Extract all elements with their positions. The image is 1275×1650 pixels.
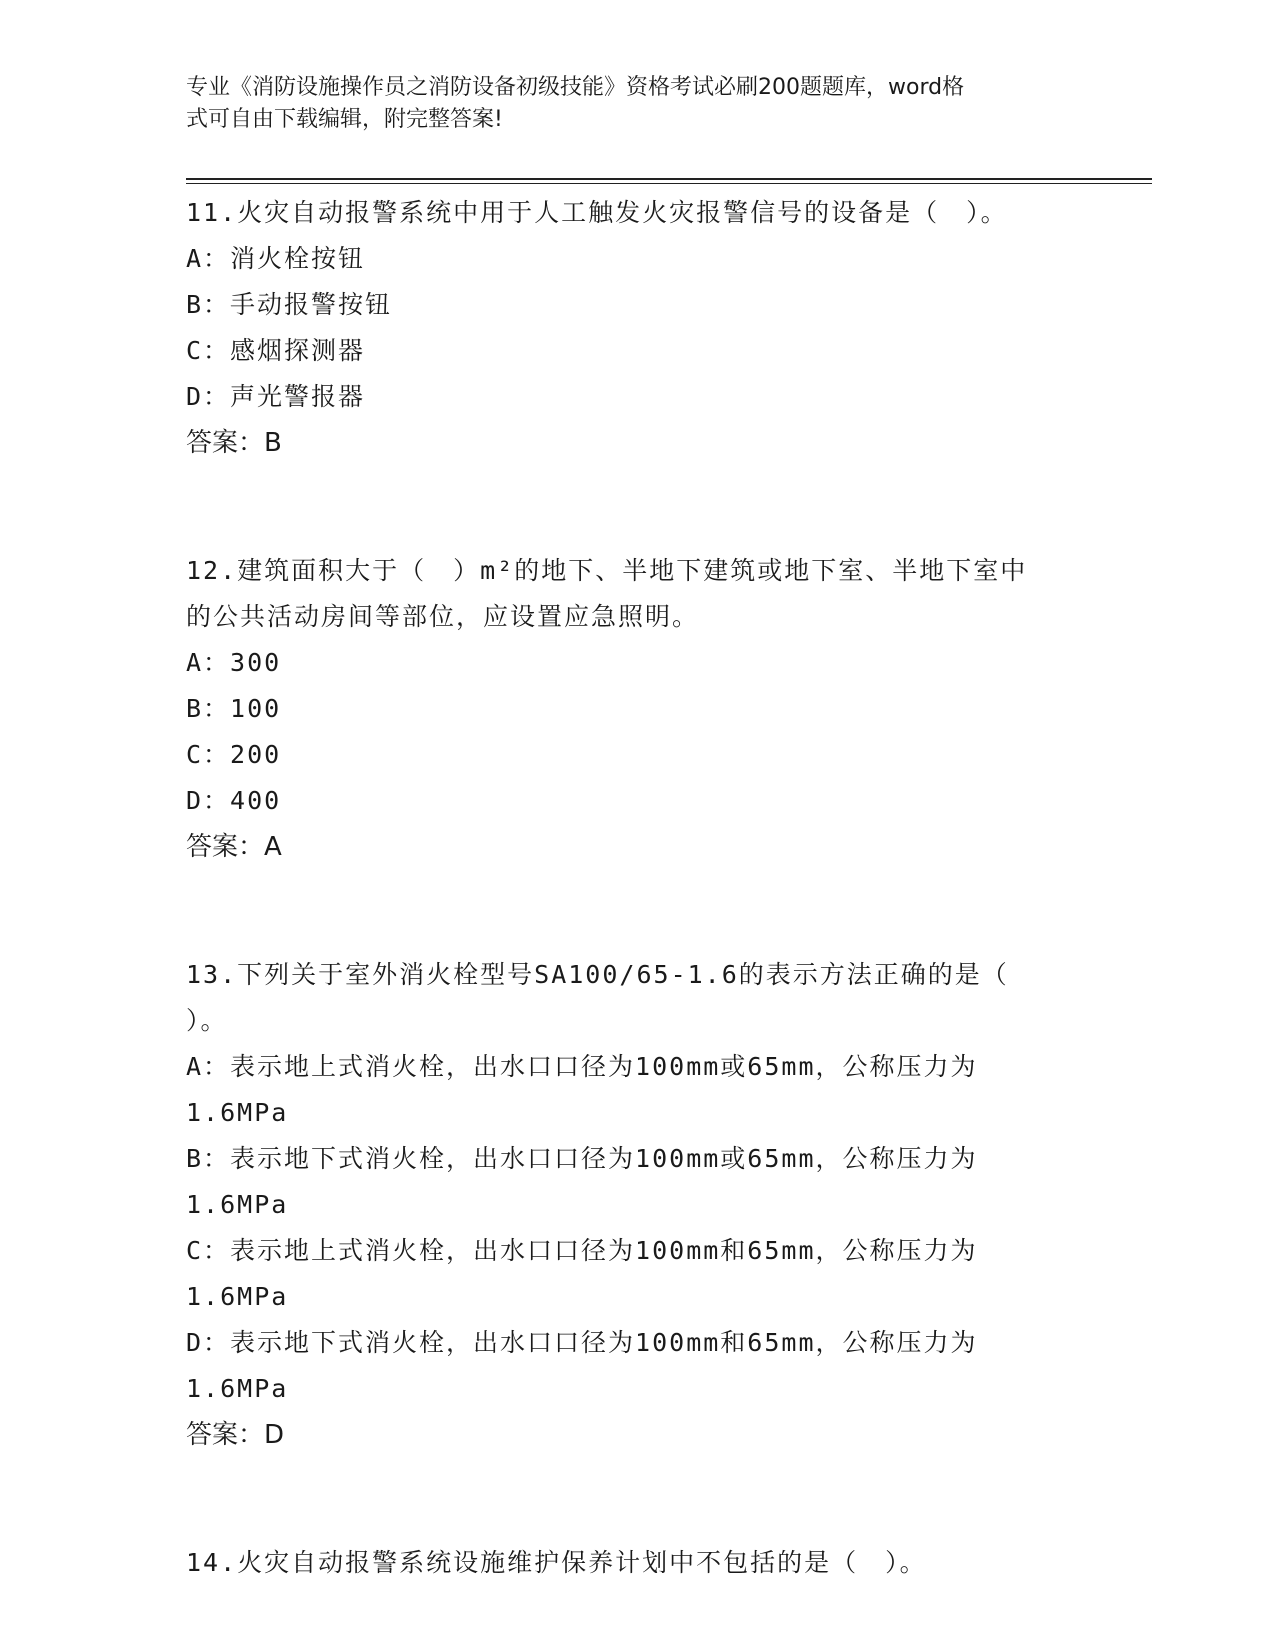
question-stem: 14.火灾自动报警系统设施维护保养计划中不包括的是（ ）。: [186, 1548, 927, 1577]
document-header: [186, 72, 1066, 136]
option-d: D：声光警报器: [186, 382, 366, 411]
option-b: B：表示地下式消火栓，出水口口径为100mm或65mm，公称压力为: [186, 1144, 978, 1173]
option-d: D：表示地下式消火栓，出水口口径为100mm和65mm，公称压力为: [186, 1328, 978, 1357]
question-14: [186, 1540, 1086, 1586]
question-gap: [186, 870, 1086, 952]
question-gap: [186, 466, 1086, 548]
option-d-cont: 1.6MPa: [186, 1374, 289, 1403]
question-11: [186, 190, 1086, 466]
header-divider-thick: [186, 178, 1152, 180]
question-stem: 12.建筑面积大于（ ）m²的地下、半地下建筑或地下室、半地下室中: [186, 556, 1028, 585]
question-stem-cont: 的公共活动房间等部位，应设置应急照明。: [186, 602, 700, 631]
header-divider-thin: [186, 183, 1152, 184]
option-a: A：表示地上式消火栓，出水口口径为100mm或65mm，公称压力为: [186, 1052, 978, 1081]
option-a: A：300: [186, 648, 282, 677]
question-stem-cont: ）。: [186, 1006, 228, 1035]
option-c: C：表示地上式消火栓，出水口口径为100mm和65mm，公称压力为: [186, 1236, 978, 1265]
answer-label: 答案：A: [186, 832, 282, 862]
question-list: [186, 190, 1086, 1586]
option-d: D：400: [186, 786, 282, 815]
option-c: C：200: [186, 740, 282, 769]
option-b: B：手动报警按钮: [186, 290, 393, 319]
question-12: [186, 548, 1086, 870]
question-stem: 13.下列关于室外消火栓型号SA100/65-1.6的表示方法正确的是（: [186, 960, 1009, 989]
option-b-cont: 1.6MPa: [186, 1190, 289, 1219]
answer-label: 答案：B: [186, 428, 282, 458]
option-b: B：100: [186, 694, 282, 723]
answer-label: 答案：D: [186, 1420, 285, 1450]
question-13: [186, 952, 1086, 1458]
header-line-1: 专业《消防设施操作员之消防设备初级技能》资格考试必刷200题题库，word格: [186, 75, 965, 100]
option-c-cont: 1.6MPa: [186, 1282, 289, 1311]
question-stem: 11.火灾自动报警系统中用于人工触发火灾报警信号的设备是（ ）。: [186, 198, 1008, 227]
question-gap: [186, 1458, 1086, 1540]
option-c: C：感烟探测器: [186, 336, 366, 365]
option-a: A：消火栓按钮: [186, 244, 366, 273]
option-a-cont: 1.6MPa: [186, 1098, 289, 1127]
header-line-2: 式可自由下载编辑，附完整答案!: [186, 107, 503, 132]
